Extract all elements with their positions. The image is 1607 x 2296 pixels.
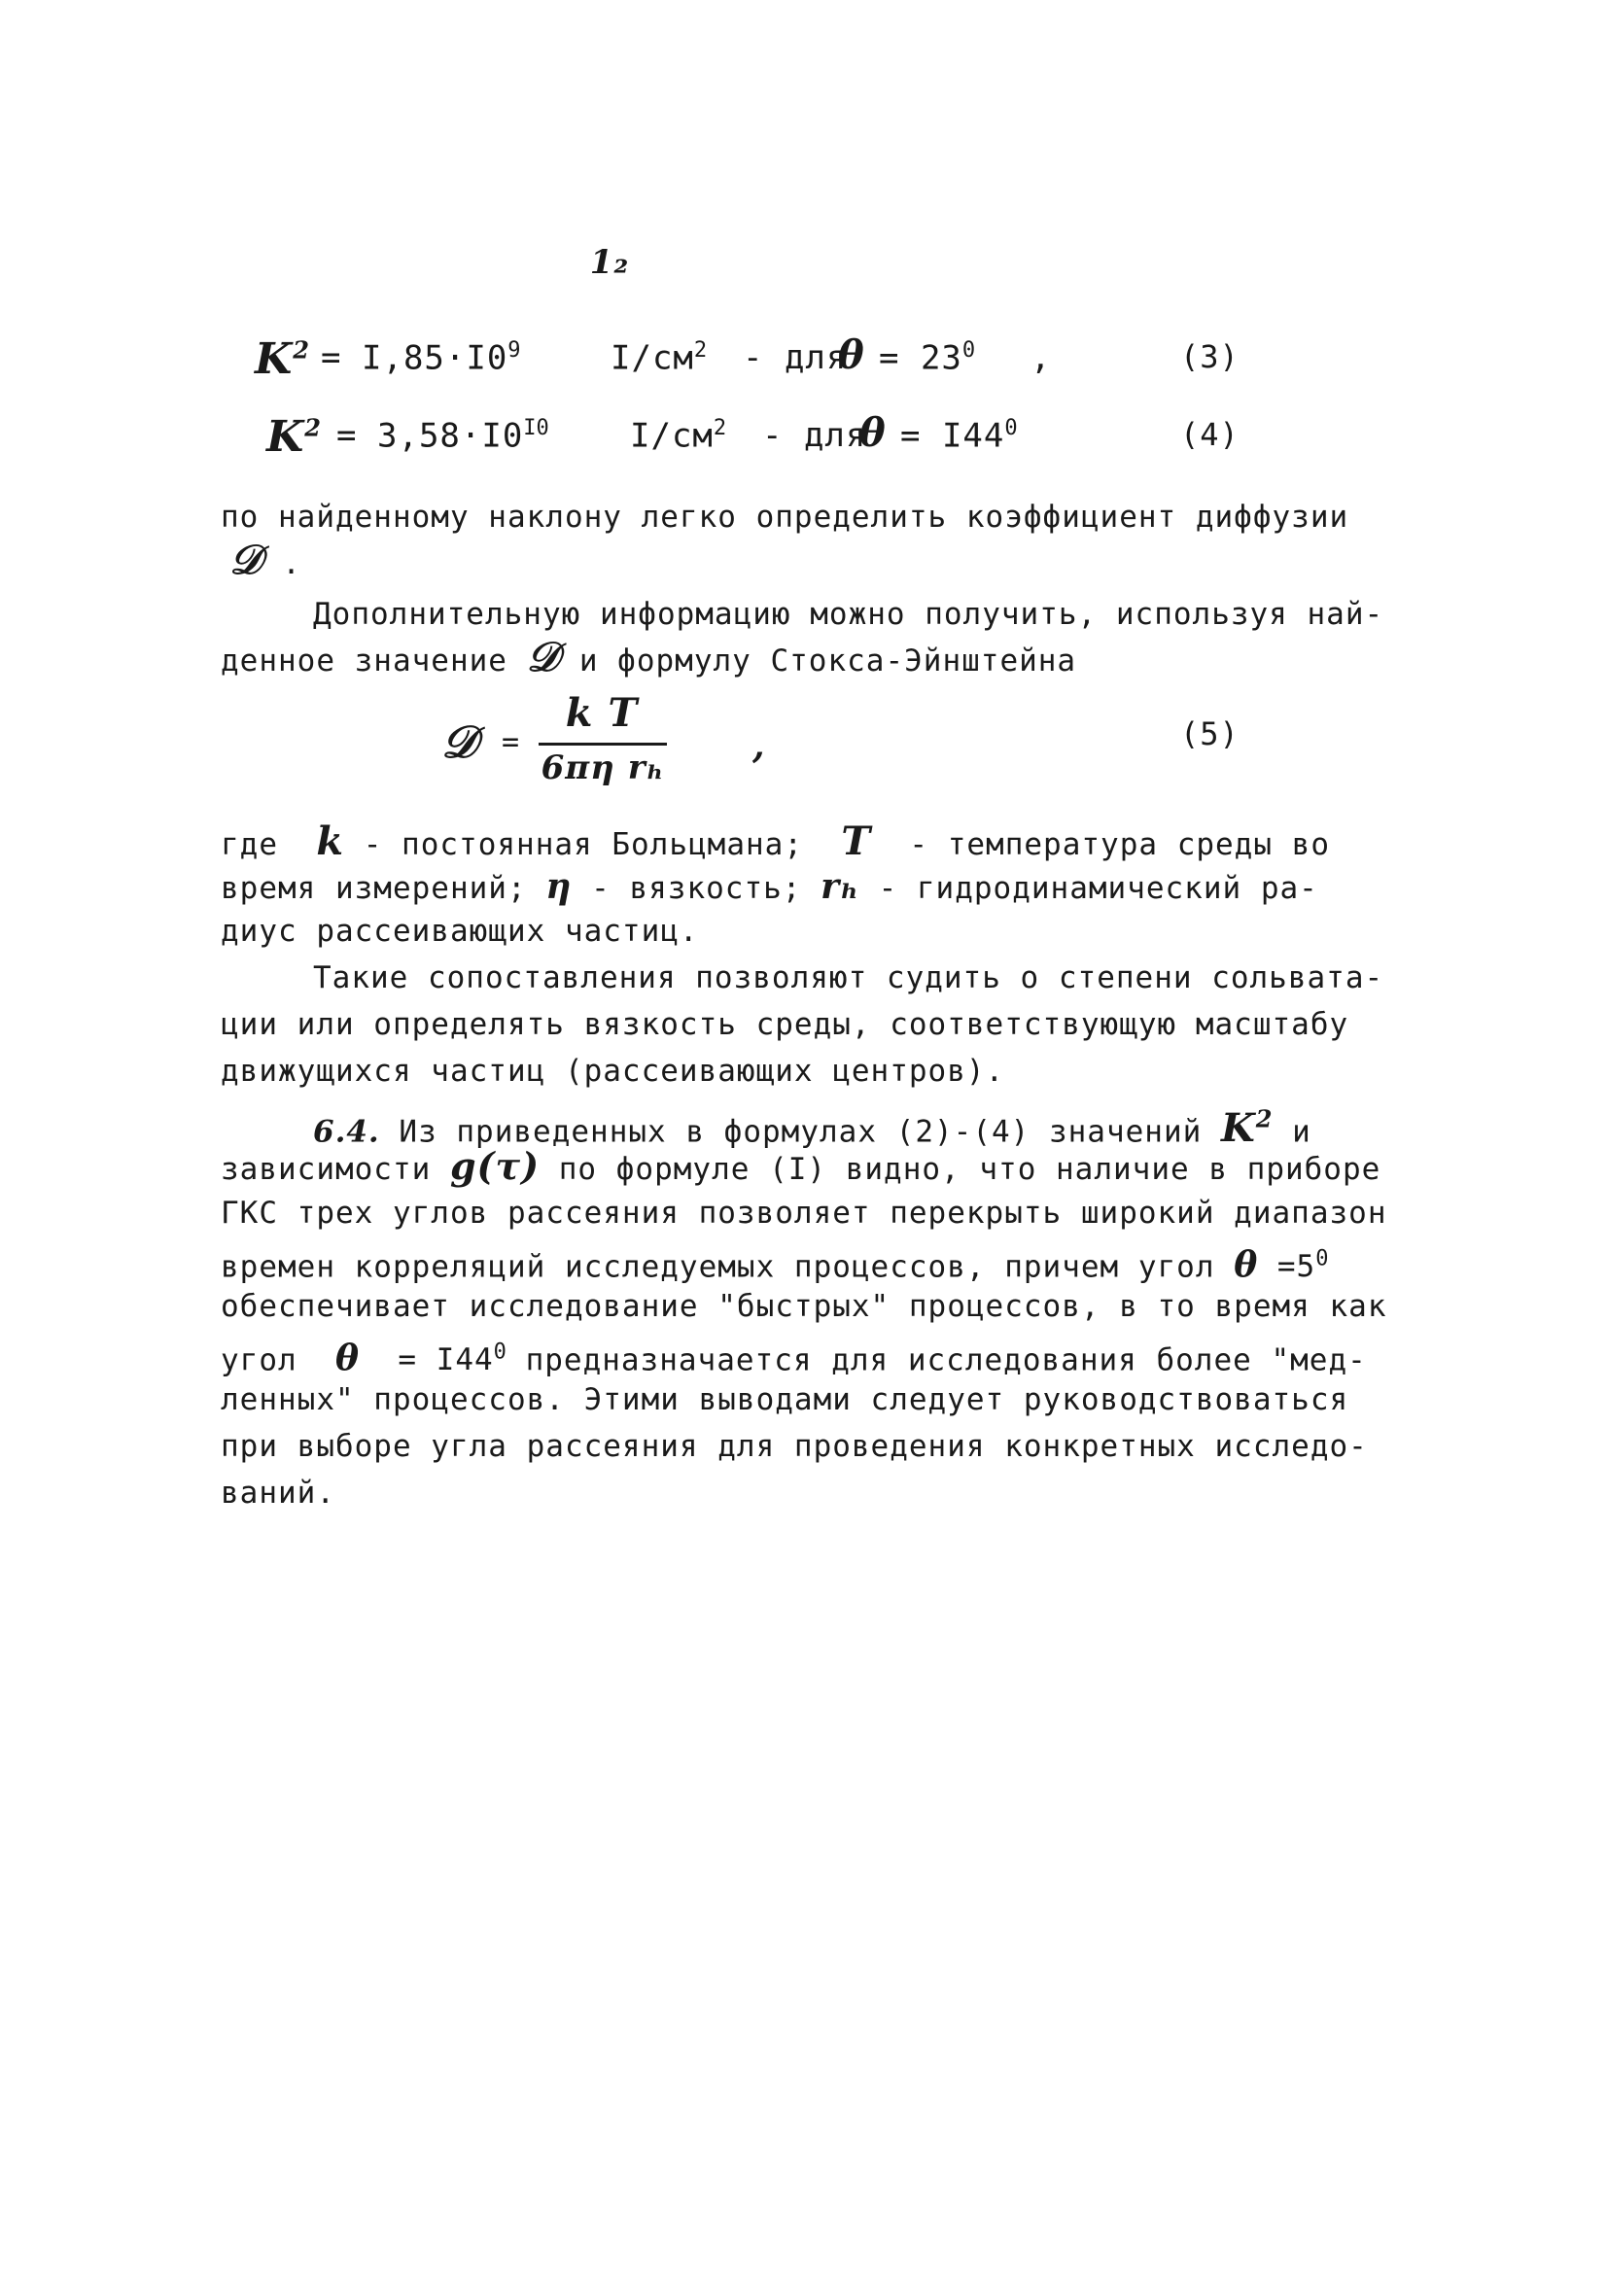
eq3-theta: θ	[838, 332, 865, 378]
para5-text-b: по формуле (I) видно, что наличие в приборе	[558, 1152, 1381, 1187]
para5-line5: обеспечивает исследование "быстрых" процессов, в то время как	[221, 1289, 1387, 1324]
para5-line4	[221, 1240, 1328, 1286]
eq4-theta-value: = $I44^0$	[900, 416, 1018, 456]
para2-text-b: и формулу Стокса-Эйнштейна	[578, 644, 1077, 678]
eq4-value: $3,58\cdot I0^{I0}$	[377, 416, 549, 456]
para1-line2	[229, 536, 301, 583]
correlation-function-symbol: g(τ)	[449, 1144, 541, 1188]
eq3-condition: - для	[743, 338, 848, 377]
viscosity-symbol: η	[545, 866, 573, 907]
page-number: 1₂	[589, 243, 630, 282]
para5-line6	[221, 1334, 1367, 1379]
para2-line1: Дополнительную информацию можно получить, используя най-	[313, 597, 1384, 632]
boltzmann-symbol: k	[316, 818, 345, 864]
formula5-lhs: 𝒟	[441, 715, 478, 768]
eq3-equals: =	[321, 338, 342, 377]
para5-text-a: Из приведенных в формулах (2)-(4) значений	[399, 1114, 1203, 1150]
eq3-lhs: $K^2$	[255, 334, 310, 384]
para5-line8: при выборе угла рассеяния для проведения конкретных исследо-	[221, 1429, 1368, 1464]
eq4-equals: =	[336, 416, 358, 455]
para3-line1	[221, 818, 1331, 864]
fraction-bar	[539, 743, 667, 746]
para5-line9: ваний.	[221, 1476, 335, 1511]
theta-symbol: θ	[1234, 1244, 1259, 1286]
stokes-einstein-formula	[441, 690, 766, 797]
para5-k2: $K^2$	[1220, 1105, 1274, 1152]
formula5-comma: ,	[752, 725, 766, 766]
para4-line2: ции или определять вязкость среды, соответствующую масштабу	[221, 1007, 1349, 1042]
formula5-denominator: 6πη rₕ	[541, 748, 665, 787]
para5-text-c: времен корреляций исследуемых процессов, причем угол	[221, 1249, 1215, 1285]
section-number: 6.4.	[313, 1114, 380, 1150]
diffusion-symbol: 𝒟	[229, 536, 263, 583]
eq3-unit: $I/см^2$	[611, 338, 708, 378]
para2-line2	[221, 633, 1077, 680]
para3-measure-text: время измерений;	[221, 871, 527, 906]
formula5-equals: =	[502, 725, 521, 759]
para3-temperature-text: - температура среды во	[909, 827, 1331, 862]
eq3-number: (3)	[1180, 338, 1240, 375]
eq3-value: $I,85\cdot I0^9$	[362, 338, 521, 378]
diffusion-symbol: 𝒟	[526, 633, 561, 680]
para3-where: где	[221, 827, 278, 862]
para3-radius-text: - гидродинамический ра-	[878, 871, 1318, 906]
para5-line3: ГКС трех углов рассеяния позволяет перекрыть широкий диапазон	[221, 1196, 1387, 1231]
eq4-unit: $I/см^2$	[630, 416, 727, 456]
angle-5: $=5^0$	[1276, 1247, 1329, 1285]
angle-144: = $I44^0$	[398, 1340, 507, 1378]
para1-line1: по найденному наклону легко определить коэффициент диффузии	[221, 500, 1349, 535]
eq4-theta: θ	[859, 410, 887, 456]
para2-text-a: денное значение	[221, 644, 507, 678]
para4-line1: Такие сопоставления позволяют судить о степени сольвата-	[313, 960, 1384, 995]
formula5-numerator: k T	[565, 690, 639, 736]
para4-line3: движущихся частиц (рассеивающих центров).	[221, 1054, 1005, 1089]
para3-line3: диус рассеивающих частиц.	[221, 914, 699, 949]
eq4-lhs: $K^2$	[266, 412, 322, 462]
para5-and: и	[1292, 1114, 1311, 1150]
equation-4	[0, 410, 1607, 474]
eq5-number: (5)	[1180, 715, 1240, 752]
para5-angle-word: угол	[221, 1342, 297, 1378]
para3-boltzmann-text: - постоянная Больцмана;	[363, 827, 803, 862]
para5-dependence: зависимости	[221, 1152, 432, 1187]
para1-period: .	[282, 546, 301, 581]
radius-symbol: rₕ	[821, 866, 859, 907]
eq4-condition: - для	[762, 416, 867, 455]
para3-line2	[221, 867, 1318, 908]
eq3-comma: ,	[1031, 338, 1052, 377]
para5-line7: ленных" процессов. Этими выводами следует руководствоваться	[221, 1382, 1349, 1417]
eq3-theta-value: = $23^0$	[879, 338, 976, 378]
para5-text-d: предназначается для исследования более "мед-	[525, 1342, 1367, 1378]
para5-line2	[221, 1144, 1381, 1189]
para3-viscosity-text: - вязкость;	[591, 871, 802, 906]
equation-3	[0, 332, 1607, 397]
eq4-number: (4)	[1180, 416, 1240, 453]
temperature-symbol: T	[841, 818, 872, 864]
theta-symbol: θ	[334, 1338, 360, 1379]
